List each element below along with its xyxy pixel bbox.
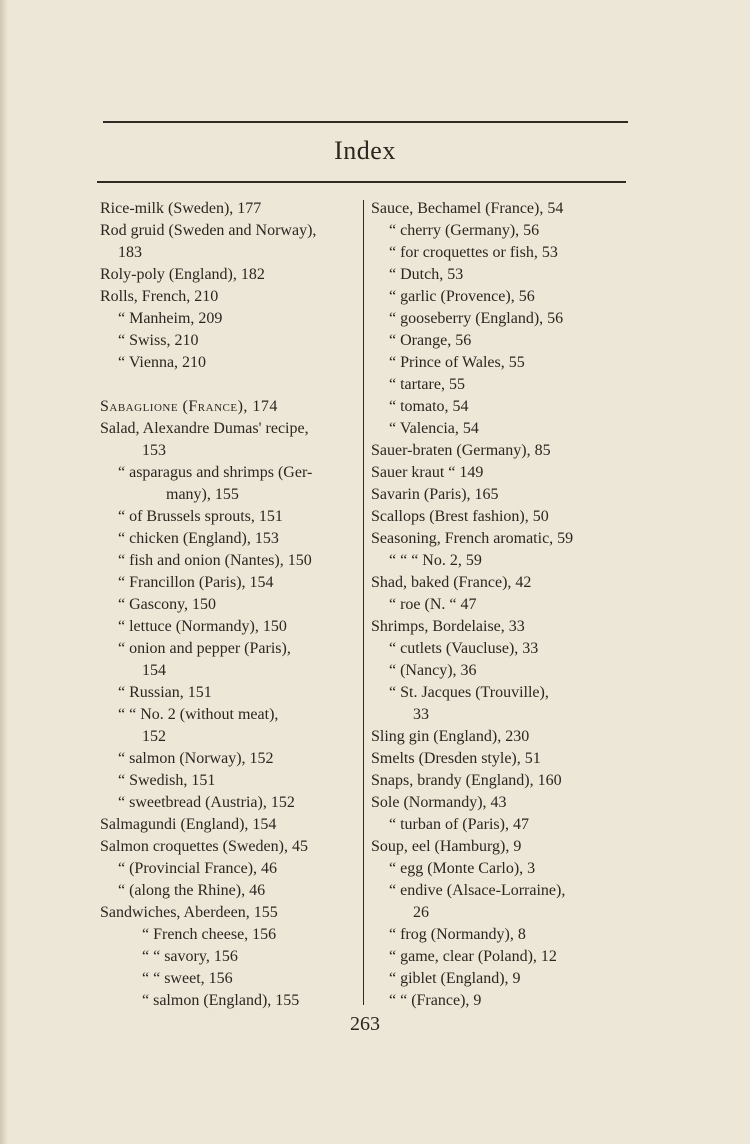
index-entry: Soup, eel (Hamburg), 9 xyxy=(371,838,522,855)
index-spacer xyxy=(100,374,358,396)
index-entry: Salad, Alexandre Dumas' recipe, xyxy=(100,420,309,437)
index-entry: Sauer-braten (Germany), 85 xyxy=(371,442,551,459)
index-entry: “ egg (Monte Carlo), 3 xyxy=(389,860,536,877)
index-entry: 33 xyxy=(413,706,429,723)
index-entry: “ “ No. 2 (without meat), xyxy=(118,706,279,723)
index-entry: “ (along the Rhine), 46 xyxy=(118,882,266,899)
index-entry: many), 155 xyxy=(166,486,239,503)
index-entry: Savarin (Paris), 165 xyxy=(371,486,499,503)
index-entry: Rod gruid (Sweden and Norway), xyxy=(100,222,317,239)
index-entry: Snaps, brandy (England), 160 xyxy=(371,772,562,789)
page-title: Index xyxy=(334,136,396,165)
index-entry: “ game, clear (Poland), 12 xyxy=(389,948,557,965)
page-number: 263 xyxy=(350,1013,380,1035)
column-divider xyxy=(363,200,364,1005)
index-entry: Rice-milk (Sweden), 177 xyxy=(100,200,262,217)
index-entry: “ of Brussels sprouts, 151 xyxy=(118,508,283,525)
index-entry: “ Francillon (Paris), 154 xyxy=(118,574,274,591)
index-entry: “ “ “ No. 2, 59 xyxy=(389,552,482,569)
index-entry: “ asparagus and shrimps (Ger- xyxy=(118,464,313,481)
index-entry: “ Vienna, 210 xyxy=(118,354,207,371)
index-entry: “ Dutch, 53 xyxy=(389,266,464,283)
index-entry: “ Valencia, 54 xyxy=(389,420,479,437)
index-entry: 153 xyxy=(142,442,166,459)
index-entry: “ giblet (England), 9 xyxy=(389,970,521,987)
index-entry: “ salmon (Norway), 152 xyxy=(118,750,274,767)
index-entry: 154 xyxy=(142,662,166,679)
index-entry: “ gooseberry (England), 56 xyxy=(389,310,564,327)
index-entry: “ lettuce (Normandy), 150 xyxy=(118,618,287,635)
index-entry: “ salmon (England), 155 xyxy=(142,992,300,1009)
index-entry: Smelts (Dresden style), 51 xyxy=(371,750,541,767)
index-entry: “ fish and onion (Nantes), 150 xyxy=(118,552,312,569)
index-entry: “ endive (Alsace-Lorraine), xyxy=(389,882,566,899)
index-entry: “ (Nancy), 36 xyxy=(389,662,477,679)
index-entry: 26 xyxy=(413,904,429,921)
index-entry: “ turban of (Paris), 47 xyxy=(389,816,529,833)
index-entry: “ garlic (Provence), 56 xyxy=(389,288,535,305)
index-entry: Sling gin (England), 230 xyxy=(371,728,530,745)
index-entry: “ Manheim, 209 xyxy=(118,310,223,327)
index-entry: Seasoning, French aromatic, 59 xyxy=(371,530,574,547)
index-entry: “ “ savory, 156 xyxy=(142,948,238,965)
index-entry: “ Orange, 56 xyxy=(389,332,472,349)
index-entry: “ frog (Normandy), 8 xyxy=(389,926,526,943)
index-entry: “ cutlets (Vaucluse), 33 xyxy=(389,640,539,657)
index-entry: Sandwiches, Aberdeen, 155 xyxy=(100,904,278,921)
index-entry: “ cherry (Germany), 56 xyxy=(389,222,540,239)
page-edge-shadow xyxy=(0,0,8,1144)
index-entry: “ (Provincial France), 46 xyxy=(118,860,278,877)
index-entry: “ onion and pepper (Paris), xyxy=(118,640,291,657)
index-entry: “ Russian, 151 xyxy=(118,684,212,701)
index-entry: Scallops (Brest fashion), 50 xyxy=(371,508,549,525)
index-entry: “ Prince of Wales, 55 xyxy=(389,354,525,371)
index-entry: “ tartare, 55 xyxy=(389,376,465,393)
index-entry: Salmon croquettes (Sweden), 45 xyxy=(100,838,308,855)
index-column-right xyxy=(371,198,633,1012)
index-entry: “ Swedish, 151 xyxy=(118,772,216,789)
index-entry: “ tomato, 54 xyxy=(389,398,469,415)
index-entry: 183 xyxy=(118,244,142,261)
index-entry: “ St. Jacques (Trouville), xyxy=(389,684,549,701)
header-rule-bottom xyxy=(97,181,626,183)
index-entry: “ chicken (England), 153 xyxy=(118,530,279,547)
index-entry: “ Swiss, 210 xyxy=(118,332,199,349)
index-entry: Sauer kraut “ 149 xyxy=(371,464,484,481)
index-entry: “ Gascony, 150 xyxy=(118,596,217,613)
index-entry: 152 xyxy=(142,728,166,745)
index-entry: Salmagundi (England), 154 xyxy=(100,816,277,833)
index-entry: “ “ sweet, 156 xyxy=(142,970,233,987)
index-entry: Sole (Normandy), 43 xyxy=(371,794,507,811)
index-entry: “ “ (France), 9 xyxy=(389,992,482,1009)
index-entry: “ French cheese, 156 xyxy=(142,926,277,943)
index-entry: “ roe (N. “ 47 xyxy=(389,596,477,613)
index-entry: Roly-poly (England), 182 xyxy=(100,266,265,283)
index-column-left xyxy=(100,198,358,1012)
index-entry: “ for croquettes or fish, 53 xyxy=(389,244,558,261)
index-entry: Shrimps, Bordelaise, 33 xyxy=(371,618,525,635)
index-entry: Shad, baked (France), 42 xyxy=(371,574,532,591)
index-entry: Rolls, French, 210 xyxy=(100,288,219,305)
index-entry: “ sweetbread (Austria), 152 xyxy=(118,794,295,811)
index-entry: Sabaglione (France), 174 xyxy=(100,398,278,415)
header-rule-top xyxy=(103,121,628,123)
index-entry: Sauce, Bechamel (France), 54 xyxy=(371,200,564,217)
